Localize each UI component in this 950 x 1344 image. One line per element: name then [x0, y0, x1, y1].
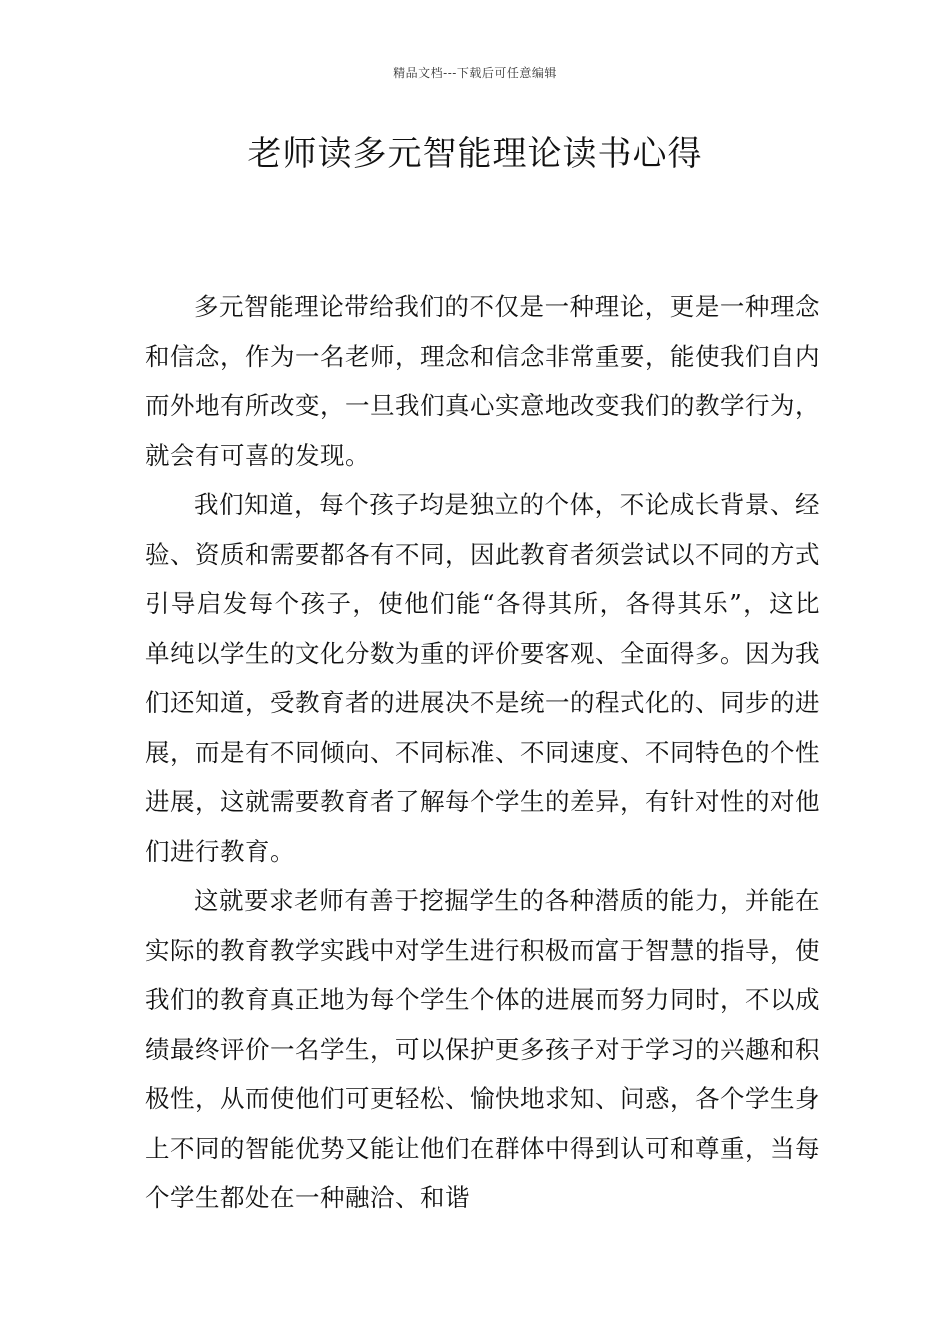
document-body: [145, 282, 820, 1223]
header-note: 精品文档---下载后可任意编辑: [393, 66, 557, 80]
document-title: 老师读多元智能理论读书心得: [247, 134, 703, 174]
paragraph-3: 这就要求老师有善于挖掘学生的各种潜质的能力，并能在实际的教育教学实践中对学生进行积极而富于智慧的指导，使我们的教育真正地为每个学生个体的进展而努力同时，不以成绩最终评价一名学生，可以保护更多孩子对于学习的兴趣和积极性，从而使他们可更轻松、愉快地求知、问惑，各个学生身上不同的智能优势又能让他们在群体中得到认可和尊重，当每个学生都处在一种融洽、和谐: [145, 886, 820, 1212]
paragraph-2: 我们知道，每个孩子均是独立的个体，不论成长背景、经验、资质和需要都各有不同，因此教育者须尝试以不同的方式引导启发每个孩子，使他们能“各得其所，各得其乐”，这比单纯以学生的文化分数为重的评价要客观、全面得多。因为我们还知道，受教育者的进展决不是统一的程式化的、同步的进展，而是有不同倾向、不同标准、不同速度、不同特色的个性进展，这就需要教育者了解每个学生的差异，有针对性的对他们进行教育。: [145, 490, 820, 866]
paragraph-1: 多元智能理论带给我们的不仅是一种理论，更是一种理念和信念，作为一名老师，理念和信念非常重要，能使我们自内而外地有所改变，一旦我们真心实意地改变我们的教学行为，就会有可喜的发现。: [145, 292, 820, 470]
